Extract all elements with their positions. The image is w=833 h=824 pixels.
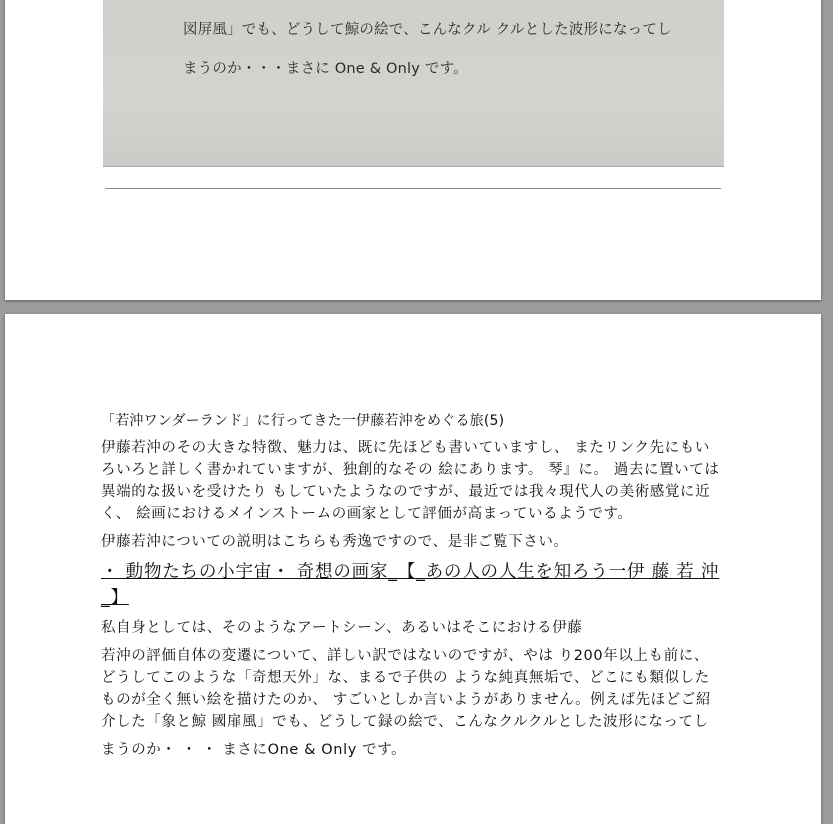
photo-text-line: まうのか・・・まさに One & Only です。 <box>183 61 468 77</box>
body-paragraph: 若沖の評価自体の変遷について、詳しい訳ではないのですが、やは り200年以上も前に、どうしてこのような「奇想天外」な、まるで子供の ような純真無垢で、どこにも類似したものが全く無い絵を描けたのか、 すごいとしか言いようがありません。例えば先ほどご紹介した「象と鯨 國扉風」でも、どうして録の絵で、こんなクルクルとした波形になってし <box>101 648 712 730</box>
scanned-photo <box>103 0 724 167</box>
article-title: 「若沖ワンダーランド」に行ってきた一伊藤若沖をめぐる旅(5) <box>101 413 505 429</box>
document-page-2 <box>5 314 821 824</box>
article-link[interactable]: ・ 動物たちの小宇宙・ 奇想の画家_【_あの人の人生を知ろう一伊 藤 若 沖_】 <box>101 562 720 608</box>
document-body <box>101 410 723 767</box>
body-paragraph: 伊藤若沖のその大きな特徴、魅力は、既に先ほども書いていますし、 またリンク先にもいろいろと詳しく書かれていますが、独創的なその 絵にあります。 琴』に。 過去に置いては異端的な扱いを受けたり もしていたようなのですが、最近では我々現代人の美術感覚に近く、 絵画におけるメインストームの画家として評価が高まっているようです。 <box>101 440 720 522</box>
horizontal-rule <box>105 188 721 189</box>
photo-text-line: 図屏風」でも、どうして鯨の絵で、こんなクル クルとした波形になってし <box>183 22 672 38</box>
body-paragraph: 私自身としては、そのようなアートシーン、あるいはそこにおける伊藤 <box>101 620 583 636</box>
body-paragraph: 伊藤若沖についての説明はこちらも秀逸ですので、是非ご覧下さい。 <box>101 534 569 550</box>
body-paragraph: まうのか・ ・ ・ まさにOne & Only です。 <box>101 742 407 758</box>
document-page-1 <box>5 0 821 300</box>
